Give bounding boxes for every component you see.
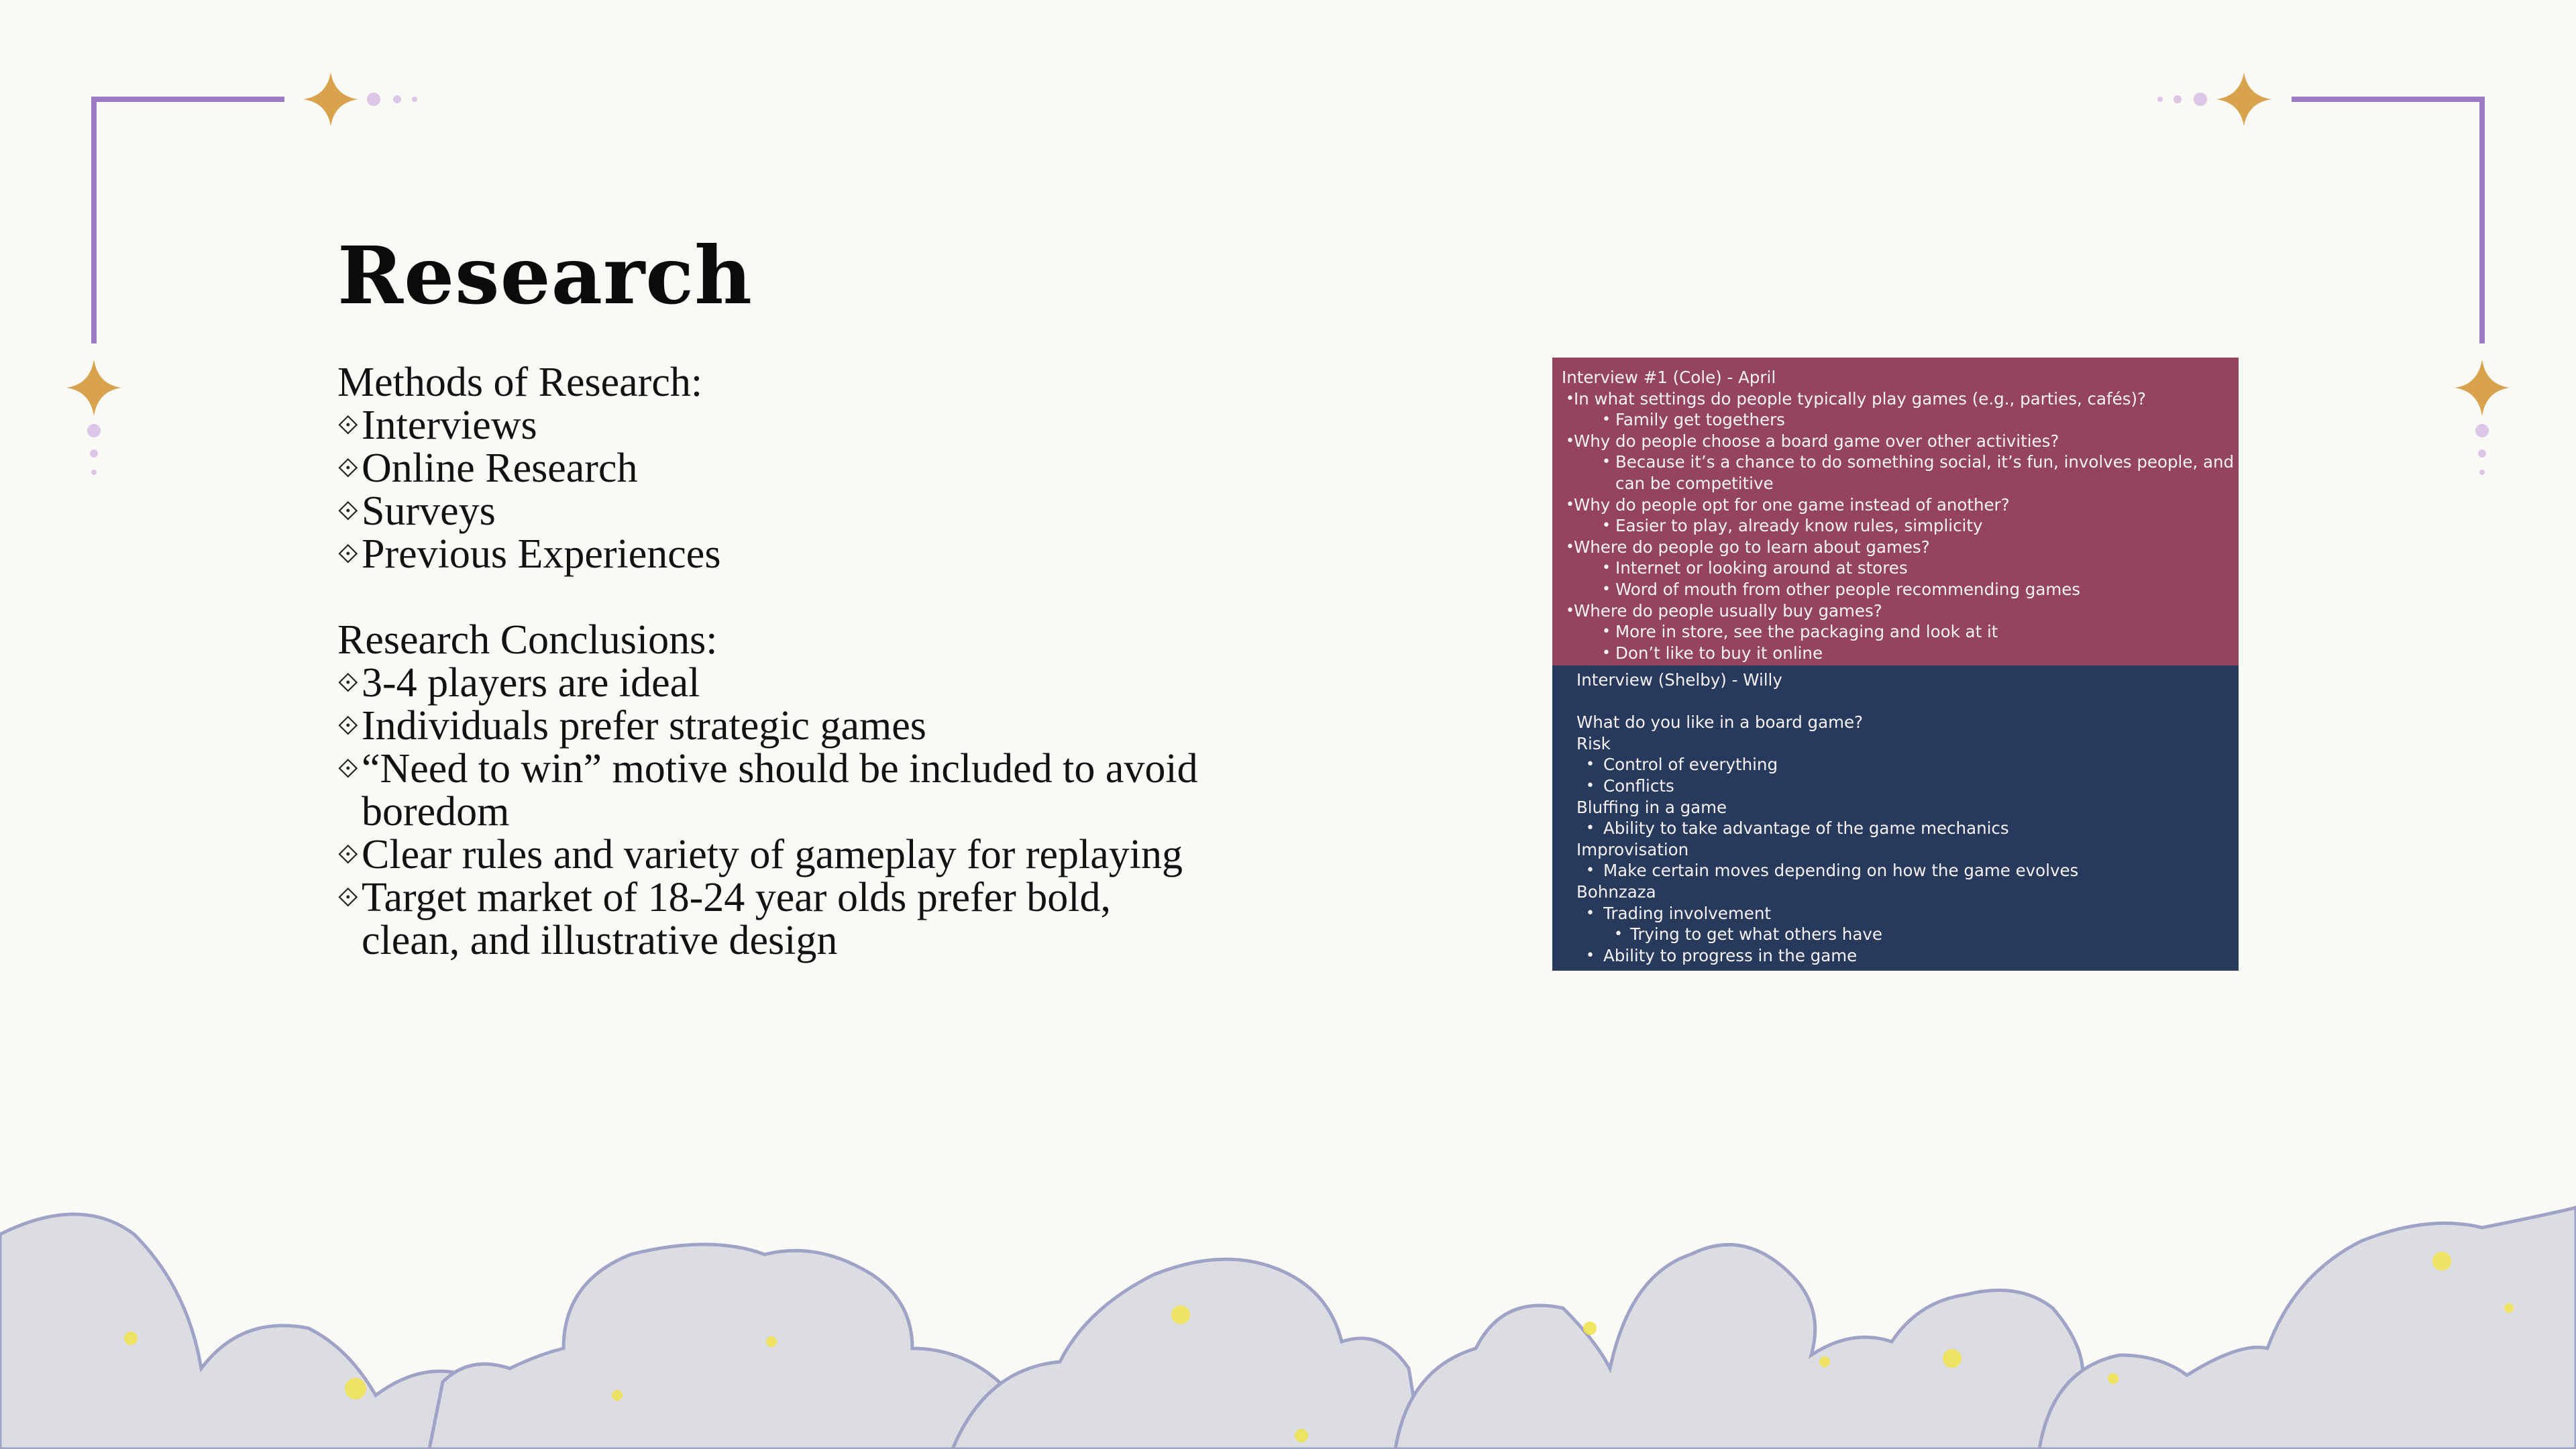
list-item: ⟐ Clear rules and variety of gameplay for replaying [337, 832, 1183, 877]
research-body [337, 361, 1297, 962]
group-label: Bluffing in a game [1576, 797, 1727, 817]
conclusions-heading: Research Conclusions: [337, 617, 718, 663]
list-item: • Ability to progress in the game [1586, 945, 1858, 965]
interview-1-title: Interview #1 (Cole) - April [1562, 368, 1776, 387]
cloud-border-illustration [0, 1194, 2576, 1449]
list-item: ⟐ Online Research [337, 445, 638, 491]
diamond-bullet-icon: ⟐ [337, 882, 359, 912]
sparkle-icon [66, 360, 121, 416]
list-item: ⟐ Individuals prefer strategic games [337, 703, 926, 749]
diamond-bullet-icon: ⟐ [337, 496, 359, 526]
sparkle-icon [2455, 360, 2510, 416]
diamond-bullet-icon: ⟐ [337, 410, 359, 440]
list-item: • Why do people opt for one game instead of another? [1566, 494, 2010, 515]
interview-2-panel [1552, 665, 2239, 971]
sparkle-icon [303, 72, 358, 126]
interview-2-title: Interview (Shelby) - Willy [1576, 670, 1782, 690]
list-item: • Trading involvement [1586, 903, 1771, 923]
slide-title: Research [337, 229, 753, 322]
list-item: • Trying to get what others have [1614, 924, 1882, 945]
list-item-continuation: can be competitive [1615, 473, 1774, 493]
diamond-bullet-icon: ⟐ [337, 710, 359, 741]
list-item: • In what settings do people typically play games (e.g., parties, cafés)? [1566, 388, 2147, 409]
left-bracket-line [94, 99, 284, 343]
list-item: • Family get togethers [1602, 410, 1785, 430]
list-item: ⟐ Surveys [337, 488, 496, 534]
list-item-continuation: clean, and illustrative design [362, 918, 838, 963]
diamond-bullet-icon: ⟐ [337, 453, 359, 483]
list-item: • Internet or looking around at stores [1602, 558, 1908, 578]
list-item: • Control of everything [1586, 755, 1778, 775]
diamond-bullet-icon: ⟐ [337, 753, 359, 784]
list-item: • Conflicts [1586, 775, 1674, 796]
list-item: ⟐ 3-4 players are ideal [337, 660, 700, 706]
group-label: Risk [1576, 733, 1611, 753]
list-item: • Word of mouth from other people recommending games [1602, 579, 2081, 599]
interview-2-question: What do you like in a board game? [1576, 712, 1864, 733]
list-item: • More in store, see the packaging and look at it [1602, 622, 1998, 642]
list-item: • Make certain moves depending on how the game evolves [1586, 861, 2079, 881]
methods-heading: Methods of Research: [337, 360, 703, 405]
group-label: Bohnzaza [1576, 881, 1656, 902]
list-item-continuation: boredom [362, 789, 510, 835]
list-item: ⟐ “Need to win” motive should be included to avoid [337, 746, 1198, 792]
list-item: ⟐ Interviews [337, 402, 537, 448]
diamond-bullet-icon: ⟐ [337, 839, 359, 869]
list-item: • Where do people usually buy games? [1566, 600, 1882, 621]
list-item: ⟐ Target market of 18-24 year olds prefer bold, [337, 875, 1111, 920]
list-item: • Don’t like to buy it online [1602, 643, 1823, 663]
sparkle-icon [2216, 72, 2271, 126]
right-bracket-line [2292, 99, 2482, 343]
list-item: • Easier to play, already know rules, simplicity [1602, 516, 1983, 536]
list-item: • Because it’s a chance to do something social, it’s fun, involves people, and [1602, 452, 2235, 472]
list-item: • Where do people go to learn about games? [1566, 537, 1930, 557]
interview-1-panel [1552, 358, 2239, 665]
diamond-bullet-icon: ⟐ [337, 667, 359, 698]
group-label: Improvisation [1576, 839, 1689, 859]
diamond-bullet-icon: ⟐ [337, 539, 359, 569]
list-item: • Why do people choose a board game over other activities? [1566, 431, 2059, 451]
list-item: ⟐ Previous Experiences [337, 531, 721, 577]
list-item: • Ability to take advantage of the game mechanics [1586, 818, 2009, 839]
